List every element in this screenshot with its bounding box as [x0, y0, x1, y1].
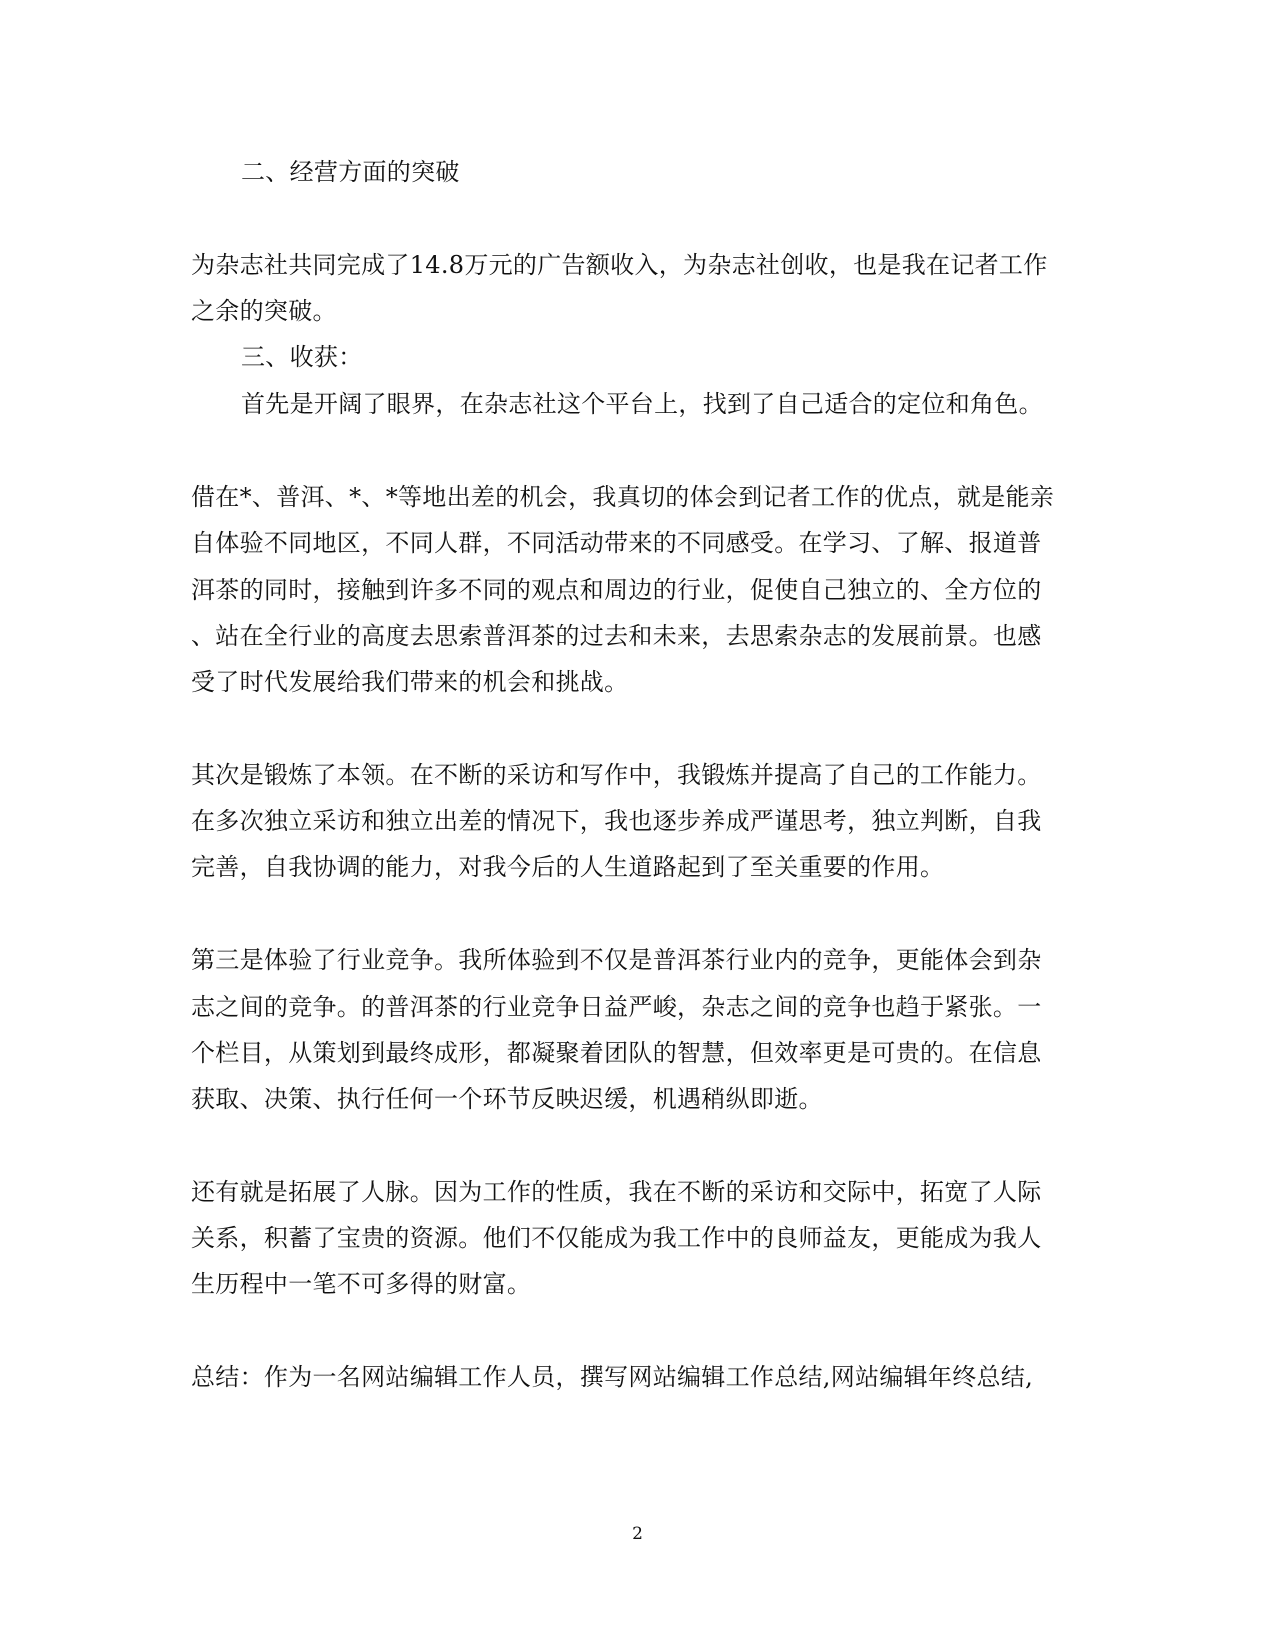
paragraph-line: 受了时代发展给我们带来的机会和挑战。: [191, 668, 629, 696]
paragraph-line: 完善，自我协调的能力，对我今后的人生道路起到了至关重要的作用。: [191, 853, 945, 881]
paragraph-line: 之余的突破。: [191, 297, 337, 325]
paragraph-line: 其次是锻炼了本领。在不断的采访和写作中，我锻炼并提高了自己的工作能力。: [191, 761, 1042, 789]
paragraph-line: 为杂志社共同完成了14.8万元的广告额收入，为杂志社创收，也是我在记者工作: [191, 251, 1048, 279]
paragraph-line: 洱茶的同时，接触到许多不同的观点和周边的行业，促使自己独立的、全方位的: [191, 576, 1042, 604]
summary-line: 总结：作为一名网站编辑工作人员，撰写网站编辑工作总结,网站编辑年终总结,: [191, 1363, 1034, 1391]
paragraph-line: 个栏目，从策划到最终成形，都凝聚着团队的智慧，但效率更是可贵的。在信息: [191, 1039, 1042, 1067]
paragraph-line: 、站在全行业的高度去思索普洱茶的过去和未来，去思索杂志的发展前景。也感: [191, 622, 1042, 650]
paragraph-line: 借在*、普洱、*、*等地出差的机会，我真切的体会到记者工作的优点，就是能亲: [191, 483, 1055, 511]
paragraph-line: 关系，积蓄了宝贵的资源。他们不仅能成为我工作中的良师益友，更能成为我人: [191, 1224, 1042, 1252]
paragraph-line: 还有就是拓展了人脉。因为工作的性质，我在不断的采访和交际中，拓宽了人际: [191, 1178, 1042, 1206]
paragraph-line: 生历程中一笔不可多得的财富。: [191, 1270, 532, 1298]
paragraph-line: 在多次独立采访和独立出差的情况下，我也逐步养成严谨思考，独立判断，自我: [191, 807, 1042, 835]
paragraph-line: 第三是体验了行业竞争。我所体验到不仅是普洱茶行业内的竞争，更能体会到杂: [191, 946, 1042, 974]
paragraph-line: 首先是开阔了眼界，在杂志社这个平台上，找到了自己适合的定位和角色。: [241, 390, 1043, 418]
paragraph-line: 志之间的竞争。的普洱茶的行业竞争日益严峻，杂志之间的竞争也趋于紧张。一: [191, 993, 1042, 1021]
paragraph-line: 获取、决策、执行任何一个环节反映迟缓，机遇稍纵即逝。: [191, 1085, 823, 1113]
section-heading-gains: 三、收获：: [241, 343, 363, 371]
section-heading-business: 二、经营方面的突破: [241, 158, 460, 186]
page-number: 2: [632, 1524, 643, 1544]
paragraph-line: 自体验不同地区，不同人群，不同活动带来的不同感受。在学习、了解、报道普: [191, 529, 1042, 557]
